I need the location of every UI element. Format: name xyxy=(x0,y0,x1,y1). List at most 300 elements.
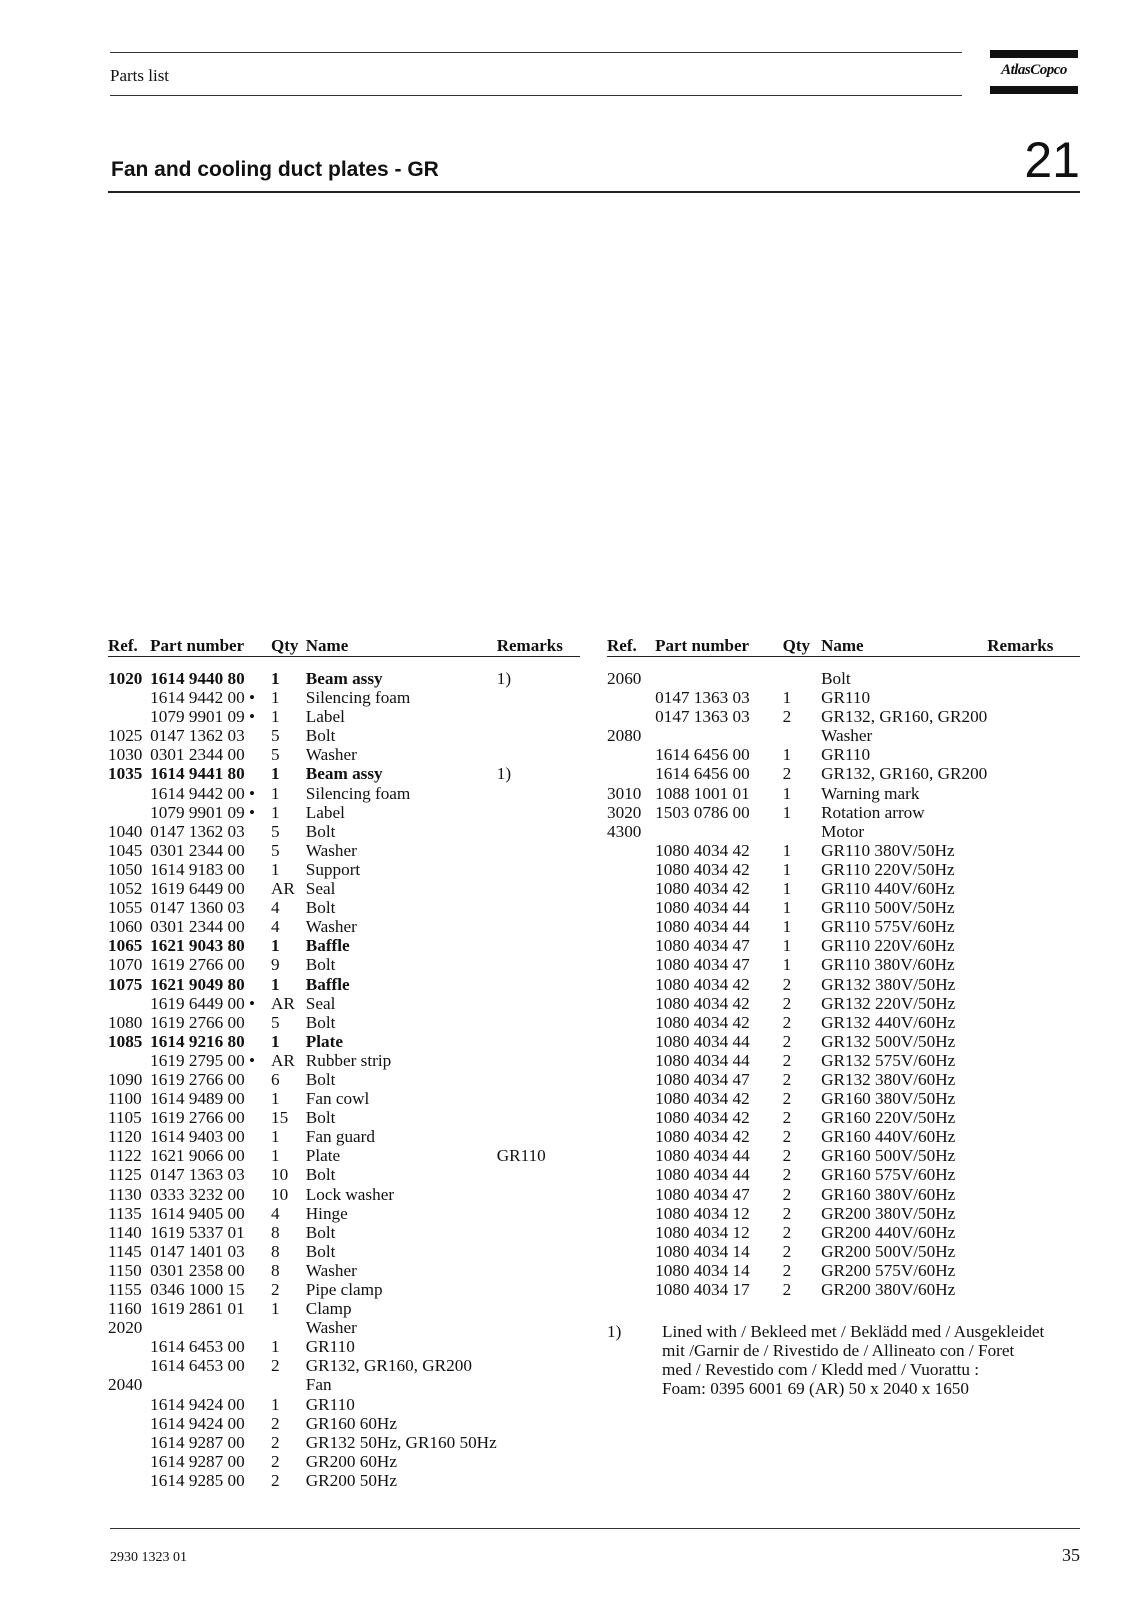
remarks-cell xyxy=(497,1356,580,1375)
name-cell: GR160 380V/60Hz xyxy=(821,1184,956,1204)
part-number-cell: 0147 1362 03 xyxy=(150,821,245,841)
table-row xyxy=(108,1013,580,1032)
document-number: 2930 1323 01 xyxy=(110,1550,187,1565)
column-header-name: Name xyxy=(821,636,864,655)
part-number-cell: 0147 1363 03 xyxy=(655,707,750,727)
name-cell: Support xyxy=(305,859,361,879)
part-number-cell: 1614 9183 00 xyxy=(150,859,245,879)
part-number-cell: 1619 2795 00 • xyxy=(150,1050,256,1070)
table-row xyxy=(607,726,1080,745)
name-cell: Bolt xyxy=(305,1108,336,1128)
ref-cell xyxy=(607,688,655,707)
qty-cell: 1 xyxy=(271,974,280,994)
ref-cell: 1055 xyxy=(108,898,143,918)
name-cell: Label xyxy=(305,707,345,727)
name-cell: Washer xyxy=(821,726,873,746)
qty-cell: 1 xyxy=(271,1031,280,1051)
name-cell: GR132, GR160, GR200 xyxy=(821,707,988,727)
qty-cell: 1 xyxy=(271,783,280,803)
ref-cell xyxy=(607,764,655,783)
qty-cell: 5 xyxy=(271,726,280,746)
remarks-cell xyxy=(987,803,1080,822)
part-number-cell xyxy=(655,726,783,745)
parts-table-right xyxy=(607,636,1080,1299)
part-number-cell: 1080 4034 44 xyxy=(655,917,750,937)
remarks-cell xyxy=(987,860,1080,879)
table-row xyxy=(108,1318,580,1337)
parts-table-left xyxy=(108,636,580,1490)
name-cell: GR160 500V/50Hz xyxy=(821,1146,956,1166)
part-number-cell: 1619 2766 00 xyxy=(150,1012,245,1032)
name-cell: GR200 380V/50Hz xyxy=(821,1203,956,1223)
ref-cell xyxy=(607,860,655,879)
remarks-cell xyxy=(987,975,1080,994)
table-row xyxy=(108,879,580,898)
table-row xyxy=(108,764,580,783)
qty-cell: 2 xyxy=(271,1432,280,1452)
ref-cell xyxy=(607,1261,655,1280)
remarks-cell xyxy=(987,764,1080,783)
table-row xyxy=(607,1146,1080,1165)
name-cell: Beam assy xyxy=(305,764,383,784)
ref-cell xyxy=(108,1337,150,1356)
ref-cell: 1052 xyxy=(108,879,143,899)
remarks-cell xyxy=(987,955,1080,974)
table-row xyxy=(607,994,1080,1013)
ref-cell xyxy=(607,1108,655,1127)
name-cell: Beam assy xyxy=(305,669,383,688)
part-number-cell: 1080 4034 42 xyxy=(655,1108,750,1128)
part-number-cell: 1619 5337 01 xyxy=(150,1222,245,1242)
remarks-cell xyxy=(987,1051,1080,1070)
table-row xyxy=(108,688,580,707)
qty-cell xyxy=(783,822,821,841)
logo-text: AtlasCopco xyxy=(1001,62,1067,78)
remarks-cell xyxy=(497,841,580,860)
ref-cell xyxy=(607,879,655,898)
part-number-cell: 0346 1000 15 xyxy=(150,1280,245,1299)
remarks-cell xyxy=(987,784,1080,803)
section-number: 21 xyxy=(1024,132,1080,188)
qty-cell: 5 xyxy=(271,1012,280,1032)
remarks-cell xyxy=(987,669,1080,688)
table-row xyxy=(108,1280,580,1299)
qty-cell: 8 xyxy=(271,1260,280,1280)
part-number-cell: 1088 1001 01 xyxy=(655,783,750,803)
qty-cell: 10 xyxy=(271,1165,289,1185)
footnote-text xyxy=(662,1322,1082,1398)
table-row xyxy=(108,1414,580,1433)
part-number-cell: 1080 4034 42 xyxy=(655,974,750,994)
qty-cell: 2 xyxy=(782,1012,792,1032)
name-cell: GR110 xyxy=(305,1394,355,1414)
table-row xyxy=(607,1165,1080,1184)
table-header-row xyxy=(108,636,580,657)
ref-cell xyxy=(607,1032,655,1051)
remarks-cell xyxy=(987,1261,1080,1280)
name-cell: GR110 380V/60Hz xyxy=(821,955,955,975)
name-cell: GR160 380V/50Hz xyxy=(821,1089,956,1109)
name-cell: Warning mark xyxy=(821,783,920,803)
name-cell: Bolt xyxy=(305,1069,336,1089)
part-number-cell: 1614 9216 80 xyxy=(150,1031,245,1051)
name-cell: Bolt xyxy=(305,955,336,975)
table-row xyxy=(108,1452,580,1471)
remarks-cell xyxy=(497,1414,580,1433)
part-number-cell: 0147 1363 03 xyxy=(655,688,750,708)
qty-cell: 2 xyxy=(782,1050,792,1070)
column-header-qty: Qty xyxy=(782,636,811,655)
part-number-cell: 1614 9442 00 • xyxy=(150,688,256,708)
remarks-cell xyxy=(987,936,1080,955)
remarks-cell xyxy=(497,1452,580,1471)
table-row xyxy=(108,1242,580,1261)
remarks-cell xyxy=(497,1089,580,1108)
name-cell: GR110 575V/60Hz xyxy=(821,917,955,937)
remarks-cell xyxy=(987,1204,1080,1223)
footnote-line: Lined with / Bekleed met / Beklädd med / Ausgekleidet xyxy=(662,1322,1045,1341)
part-number-cell: 1080 4034 14 xyxy=(655,1241,750,1261)
part-number-cell: 1080 4034 47 xyxy=(655,955,750,975)
remarks-cell xyxy=(497,784,580,803)
qty-cell: 1 xyxy=(271,707,280,727)
name-cell: Washer xyxy=(305,1318,357,1338)
qty-cell: 2 xyxy=(782,707,792,727)
ref-cell: 1065 xyxy=(108,936,143,956)
remarks-cell xyxy=(497,1299,580,1318)
ref-cell xyxy=(607,917,655,936)
name-cell: Washer xyxy=(305,840,357,860)
name-cell: Bolt xyxy=(821,669,851,688)
ref-cell xyxy=(607,1089,655,1108)
part-number-cell: 1080 4034 17 xyxy=(655,1280,750,1299)
part-number-cell: 1614 6456 00 xyxy=(655,764,750,784)
qty-cell: 1 xyxy=(782,840,792,860)
ref-cell: 1120 xyxy=(108,1127,142,1147)
part-number-cell: 1614 9441 80 xyxy=(150,764,245,784)
table-row xyxy=(607,955,1080,974)
column-header-ref: Ref. xyxy=(607,636,637,655)
name-cell: Bolt xyxy=(305,1165,336,1185)
header-bottom-rule xyxy=(110,95,962,96)
table-row xyxy=(108,1261,580,1280)
qty-cell: 1 xyxy=(782,879,792,899)
ref-cell: 1140 xyxy=(108,1222,142,1242)
qty-cell: AR xyxy=(271,1050,295,1070)
part-number-cell: 1614 9424 00 xyxy=(150,1413,245,1433)
name-cell: Bolt xyxy=(305,1012,336,1032)
remarks-cell xyxy=(987,726,1080,745)
qty-cell xyxy=(271,1318,306,1337)
ref-cell: 1085 xyxy=(108,1031,143,1051)
name-cell: GR200 380V/60Hz xyxy=(821,1280,956,1299)
remarks-cell xyxy=(987,879,1080,898)
name-cell: Baffle xyxy=(305,974,350,994)
qty-cell: 1 xyxy=(782,955,792,975)
part-number-cell: 0301 2344 00 xyxy=(150,917,245,937)
part-number-cell: 1619 6449 00 xyxy=(150,879,245,899)
table-row xyxy=(607,1070,1080,1089)
remarks-cell xyxy=(497,1395,580,1414)
qty-cell: 1 xyxy=(782,936,792,956)
part-number-cell: 1621 9066 00 xyxy=(150,1146,245,1166)
table-row xyxy=(108,1165,580,1184)
remarks-cell xyxy=(497,1165,580,1184)
remarks-cell xyxy=(497,898,580,917)
ref-cell: 3020 xyxy=(607,802,642,822)
remarks-cell xyxy=(987,898,1080,917)
qty-cell: 2 xyxy=(782,1108,792,1128)
qty-cell: 5 xyxy=(271,821,280,841)
name-cell: Bolt xyxy=(305,1241,336,1261)
table-row xyxy=(108,1375,580,1394)
remarks-cell xyxy=(497,1127,580,1146)
name-cell: GR132 380V/60Hz xyxy=(821,1069,956,1089)
table-row xyxy=(607,841,1080,860)
name-cell: Bolt xyxy=(305,821,336,841)
footnote-line: Foam: 0395 6001 69 (AR) 50 x 2040 x 1650 xyxy=(662,1379,969,1399)
name-cell: Motor xyxy=(821,821,865,841)
table-row xyxy=(108,841,580,860)
ref-cell xyxy=(108,1356,150,1375)
table-row xyxy=(607,1032,1080,1051)
part-number-cell: 1080 4034 42 xyxy=(655,993,750,1013)
remarks-cell xyxy=(497,955,580,974)
qty-cell: 1 xyxy=(271,1337,280,1357)
footnote-line: mit /Garnir de / Rivestido de / Allineato con / Foret xyxy=(662,1341,1015,1361)
ref-cell xyxy=(607,955,655,974)
table-row xyxy=(108,1089,580,1108)
part-number-cell: 1614 9287 00 xyxy=(150,1432,245,1452)
table-row xyxy=(108,898,580,917)
remarks-cell xyxy=(497,1433,580,1452)
table-row xyxy=(108,1108,580,1127)
qty-cell: 4 xyxy=(271,898,280,918)
part-number-cell: 1080 4034 47 xyxy=(655,1069,750,1089)
table-row xyxy=(108,1395,580,1414)
ref-cell xyxy=(108,1471,150,1490)
qty-cell: 1 xyxy=(271,1089,280,1109)
name-cell: GR132 220V/50Hz xyxy=(821,993,956,1013)
column-header-qty: Qty xyxy=(271,636,299,655)
part-number-cell: 1619 2766 00 xyxy=(150,955,245,975)
qty-cell: 1 xyxy=(271,936,280,956)
name-cell: Bolt xyxy=(305,898,336,918)
remarks-cell xyxy=(987,707,1080,726)
qty-cell: 2 xyxy=(271,1470,280,1490)
remarks-cell: 1) xyxy=(496,764,512,784)
qty-cell xyxy=(783,726,821,745)
ref-cell xyxy=(607,1185,655,1204)
table-row xyxy=(108,803,580,822)
name-cell: GR200 60Hz xyxy=(305,1451,397,1471)
qty-cell: 10 xyxy=(271,1184,289,1204)
ref-cell: 2040 xyxy=(108,1375,143,1395)
ref-cell: 1130 xyxy=(108,1184,142,1204)
ref-cell: 1075 xyxy=(108,974,143,994)
qty-cell: 2 xyxy=(782,1089,792,1109)
table-row xyxy=(607,764,1080,783)
part-number-cell: 1080 4034 44 xyxy=(655,898,750,918)
remarks-cell xyxy=(497,917,580,936)
remarks-cell xyxy=(497,688,580,707)
qty-cell: AR xyxy=(271,879,295,899)
part-number-cell: 1080 4034 42 xyxy=(655,1012,750,1032)
table-row xyxy=(108,994,580,1013)
page-number: 35 xyxy=(1062,1545,1080,1565)
ref-cell xyxy=(607,1146,655,1165)
header-label: Parts list xyxy=(110,66,170,85)
qty-cell xyxy=(783,669,821,688)
qty-cell: 6 xyxy=(271,1069,280,1089)
remarks-cell xyxy=(497,1185,580,1204)
ref-cell: 1080 xyxy=(108,1012,143,1032)
atlas-copco-logo xyxy=(990,50,1078,94)
qty-cell: 2 xyxy=(782,1203,792,1223)
table-row xyxy=(108,1051,580,1070)
part-number-cell: 1614 6453 00 xyxy=(150,1337,245,1357)
name-cell: Label xyxy=(305,802,345,822)
qty-cell: 2 xyxy=(271,1280,280,1299)
remarks-cell xyxy=(987,1127,1080,1146)
ref-cell: 2080 xyxy=(607,726,642,746)
part-number-cell: 1080 4034 12 xyxy=(655,1222,750,1242)
qty-cell: 2 xyxy=(782,974,792,994)
name-cell: GR110 xyxy=(821,688,871,708)
qty-cell: 1 xyxy=(782,688,792,708)
part-number-cell: 1080 4034 42 xyxy=(655,840,750,860)
table-row xyxy=(607,1223,1080,1242)
name-cell: GR110 500V/50Hz xyxy=(821,898,955,918)
name-cell: GR160 575V/60Hz xyxy=(821,1165,956,1185)
remarks-cell xyxy=(497,745,580,764)
remarks-cell xyxy=(497,936,580,955)
ref-cell xyxy=(108,707,150,726)
ref-cell xyxy=(607,898,655,917)
remarks-cell xyxy=(987,1165,1080,1184)
table-row xyxy=(607,688,1080,707)
qty-cell: 1 xyxy=(782,802,792,822)
part-number-cell: 1614 9287 00 xyxy=(150,1451,245,1471)
parts-table-right-body xyxy=(607,669,1080,1299)
ref-cell: 1050 xyxy=(108,859,143,879)
ref-cell xyxy=(607,707,655,726)
part-number-cell: 1079 9901 09 • xyxy=(150,707,256,727)
table-row xyxy=(108,1356,580,1375)
table-row xyxy=(108,860,580,879)
table-row xyxy=(108,1223,580,1242)
footnote-line: med / Revestido com / Kledd med / Vuorattu : xyxy=(662,1360,980,1380)
remarks-cell xyxy=(497,1337,580,1356)
remarks-cell xyxy=(987,745,1080,764)
remarks-cell xyxy=(497,1108,580,1127)
qty-cell: 1 xyxy=(271,764,280,784)
part-number-cell: 1503 0786 00 xyxy=(655,802,750,822)
qty-cell: 5 xyxy=(271,745,280,765)
name-cell: Hinge xyxy=(305,1203,348,1223)
name-cell: Pipe clamp xyxy=(305,1280,383,1299)
qty-cell: 2 xyxy=(782,993,792,1013)
part-number-cell: 1080 4034 42 xyxy=(655,859,750,879)
remarks-cell xyxy=(497,726,580,745)
remarks-cell xyxy=(987,1280,1080,1299)
part-number-cell: 1080 4034 42 xyxy=(655,1127,750,1147)
name-cell: GR200 440V/60Hz xyxy=(821,1222,956,1242)
name-cell: Rotation arrow xyxy=(821,802,925,822)
qty-cell: 2 xyxy=(271,1413,280,1433)
ref-cell: 1105 xyxy=(108,1108,142,1128)
part-number-cell: 1614 6453 00 xyxy=(150,1356,245,1376)
qty-cell: 1 xyxy=(271,1394,280,1414)
ref-cell xyxy=(607,1013,655,1032)
part-number-cell: 1614 9403 00 xyxy=(150,1127,245,1147)
remarks-cell xyxy=(987,1089,1080,1108)
table-row xyxy=(607,975,1080,994)
remarks-cell xyxy=(497,879,580,898)
part-number-cell: 1619 2861 01 xyxy=(150,1299,245,1319)
name-cell: Silencing foam xyxy=(305,783,411,803)
ref-cell: 1100 xyxy=(108,1089,142,1109)
qty-cell: 1 xyxy=(271,802,280,822)
ref-cell xyxy=(607,975,655,994)
table-row xyxy=(108,784,580,803)
name-cell: GR132 380V/50Hz xyxy=(821,974,956,994)
ref-cell: 1060 xyxy=(108,917,143,937)
name-cell: GR110 380V/50Hz xyxy=(821,840,955,860)
name-cell: Plate xyxy=(305,1146,341,1166)
remarks-cell xyxy=(497,803,580,822)
remarks-cell xyxy=(987,994,1080,1013)
part-number-cell: 1614 6456 00 xyxy=(655,745,750,765)
name-cell: Fan cowl xyxy=(305,1089,370,1109)
name-cell: GR200 50Hz xyxy=(305,1470,397,1490)
name-cell: Lock washer xyxy=(305,1184,395,1204)
qty-cell: 2 xyxy=(782,1184,792,1204)
remarks-cell xyxy=(497,975,580,994)
qty-cell: 1 xyxy=(782,859,792,879)
ref-cell xyxy=(607,841,655,860)
name-cell: GR110 xyxy=(821,745,871,765)
name-cell: GR200 575V/60Hz xyxy=(821,1260,956,1280)
qty-cell: 1 xyxy=(782,783,792,803)
part-number-cell: 1619 2766 00 xyxy=(150,1069,245,1089)
ref-cell xyxy=(607,1070,655,1089)
part-number-cell: 1614 9405 00 xyxy=(150,1203,245,1223)
part-number-cell: 0147 1362 03 xyxy=(150,726,245,746)
ref-cell xyxy=(108,1414,150,1433)
ref-cell xyxy=(108,1452,150,1471)
name-cell: Bolt xyxy=(305,726,336,746)
table-row xyxy=(108,745,580,764)
table-row xyxy=(108,917,580,936)
part-number-cell: 1614 9424 00 xyxy=(150,1394,245,1414)
logo-top-bar xyxy=(990,50,1078,58)
table-row xyxy=(607,745,1080,764)
qty-cell: 2 xyxy=(782,1241,792,1261)
remarks-cell xyxy=(987,1185,1080,1204)
table-row xyxy=(607,936,1080,955)
part-number-cell: 1080 4034 47 xyxy=(655,1184,750,1204)
qty-cell: 2 xyxy=(782,764,792,784)
ref-cell: 4300 xyxy=(607,821,642,841)
ref-cell xyxy=(607,1242,655,1261)
part-number-cell xyxy=(150,1318,271,1337)
remarks-cell xyxy=(497,822,580,841)
table-row xyxy=(108,1337,580,1356)
part-number-cell: 1619 6449 00 • xyxy=(150,993,256,1013)
qty-cell: 1 xyxy=(271,1146,280,1166)
remarks-cell xyxy=(987,1108,1080,1127)
